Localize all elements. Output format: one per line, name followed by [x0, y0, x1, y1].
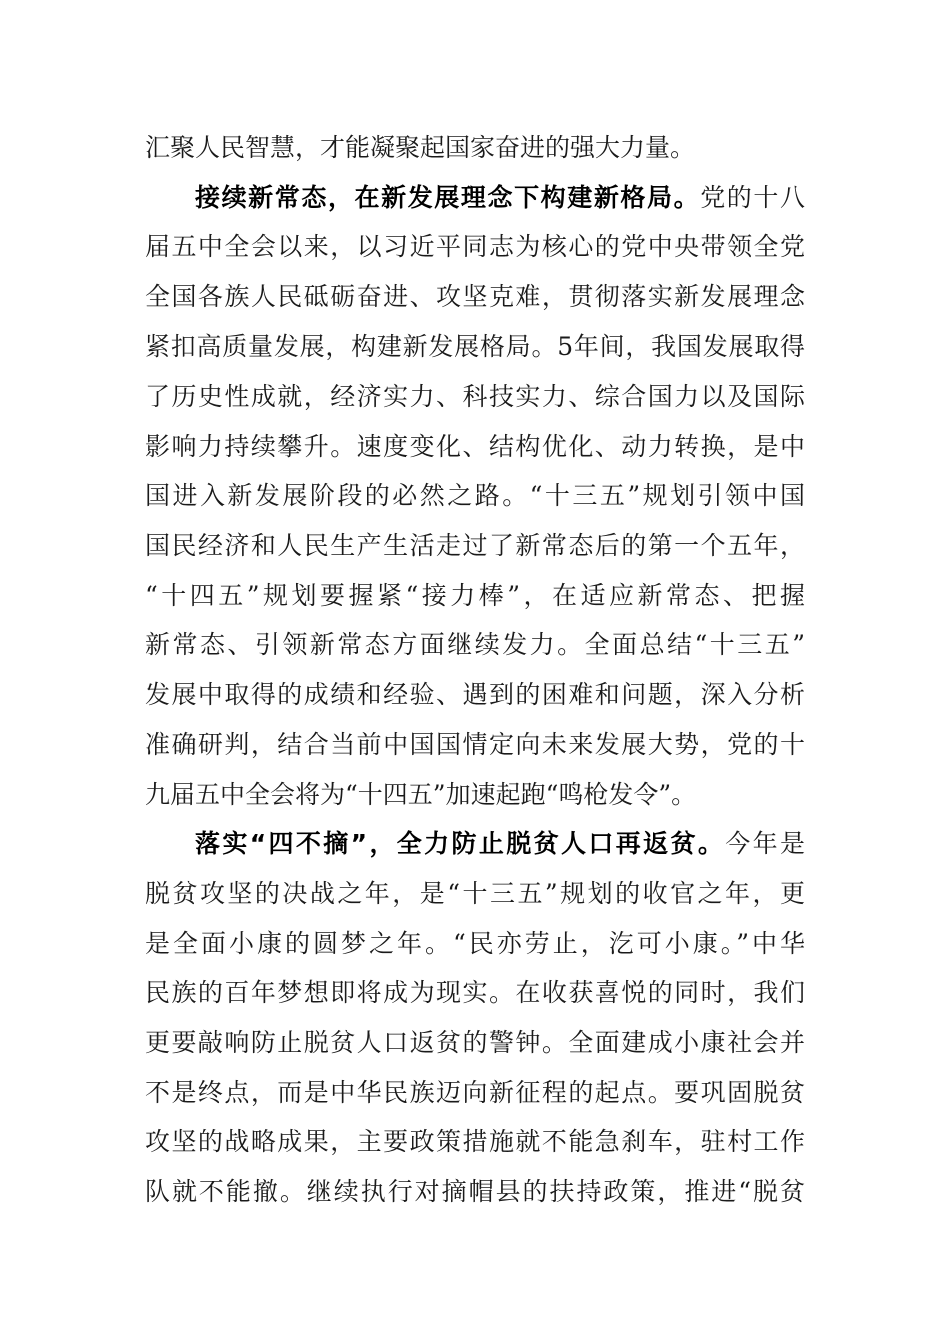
text-line [145, 877, 805, 911]
line-text: 发展中取得的成绩和经验、遇到的困难和问题，深入分析 [145, 680, 805, 709]
text-line [145, 579, 805, 613]
line-text: 了历史性成就，经济实力、科技实力、综合国力以及国际 [145, 382, 805, 411]
line-text: “十四五”规划要握紧“接力棒”，在适应新常态、把握 [145, 581, 805, 610]
text-line [145, 479, 805, 513]
line-text: 是全面小康的圆梦之年。“民亦劳止，汔可小康。”中华 [145, 929, 805, 958]
text-line [145, 529, 805, 563]
line-text: 九届五中全会将为“十四五”加速起跑“鸣枪发令”。 [145, 780, 697, 809]
text-line [145, 230, 805, 264]
text-line [145, 131, 805, 165]
line-text: 脱贫攻坚的决战之年，是“十三五”规划的收官之年，更 [145, 879, 805, 908]
line-text: 国进入新发展阶段的必然之路。“十三五”规划引领中国 [145, 481, 805, 510]
line-text: 民族的百年梦想即将成为现实。在收获喜悦的同时，我们 [145, 978, 805, 1007]
line-text: 更要敲响防止脱贫人口返贫的警钟。全面建成小康社会并 [145, 1028, 805, 1057]
text-line [145, 280, 805, 314]
text-line [145, 976, 805, 1010]
text-line [145, 678, 805, 712]
line-text: 攻坚的战略成果，主要政策措施就不能急刹车，驻村工作 [145, 1127, 805, 1156]
line-text: 国民经济和人民生产生活走过了新常态后的第一个五年， [145, 531, 805, 560]
line-text: 今年是 [725, 829, 805, 858]
text-line [145, 380, 805, 414]
text-line [145, 1175, 805, 1209]
line-text: 届五中全会以来，以习近平同志为核心的党中央带领全党 [145, 232, 805, 261]
text-line [145, 728, 805, 762]
paragraph-heading: 落实“四不摘”，全力防止脱贫人口再返贫。 [195, 829, 726, 858]
text-line [145, 1076, 805, 1110]
line-text: 影响力持续攀升。速度变化、结构优化、动力转换，是中 [145, 432, 805, 461]
text-line [145, 778, 805, 812]
text-line [145, 628, 805, 662]
line-text: 全国各族人民砥砺奋进、攻坚克难，贯彻落实新发展理念 [145, 282, 805, 311]
line-text: 汇聚人民智慧，才能凝聚起国家奋进的强大力量。 [145, 133, 696, 162]
line-text: 队就不能撤。继续执行对摘帽县的扶持政策，推进“脱贫 [145, 1177, 805, 1206]
paragraph-heading: 接续新常态，在新发展理念下构建新格局。 [195, 183, 701, 212]
paragraph-heading-line [195, 181, 805, 215]
paragraph-heading-line [195, 827, 805, 861]
text-line [145, 1125, 805, 1159]
line-text: 党的十八 [700, 183, 805, 212]
text-line [145, 927, 805, 961]
line-text: 紧扣高质量发展，构建新发展格局。5年间，我国发展取得 [145, 332, 805, 361]
text-line [145, 1026, 805, 1060]
line-text: 准确研判，结合当前中国国情定向未来发展大势，党的十 [145, 730, 805, 759]
line-text: 不是终点，而是中华民族迈向新征程的起点。要巩固脱贫 [145, 1078, 805, 1107]
line-text: 新常态、引领新常态方面继续发力。全面总结“十三五” [145, 630, 805, 659]
text-line [145, 430, 805, 464]
text-line [145, 330, 805, 364]
